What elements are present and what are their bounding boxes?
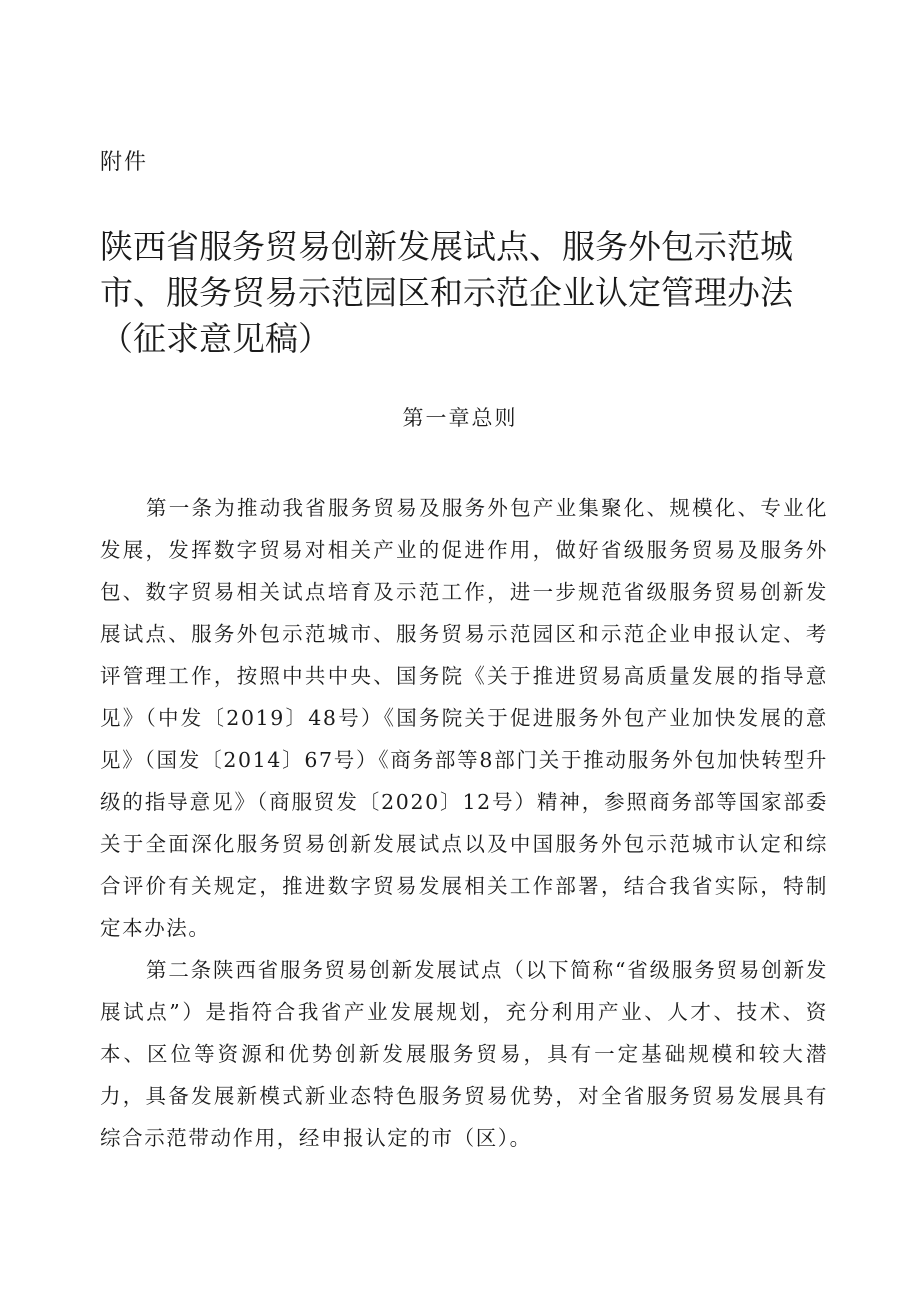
- article-2-paragraph: 第二条陕西省服务贸易创新发展试点（以下简称“省级服务贸易创新发展试点”）是指符合我省产业发展规划，充分利用产业、人才、技术、资本、区位等资源和优势创新发展服务贸易，具有一定基础规模和较大潜力，具备发展新模式新业态特色服务贸易优势，对全省服务贸易发展具有综合示范带动作用，经申报认定的市（区）。: [100, 958, 828, 1150]
- article-1-paragraph: 第一条为推动我省服务贸易及服务外包产业集聚化、规模化、专业化发展，发挥数字贸易对相关产业的促进作用，做好省级服务贸易及服务外包、数字贸易相关试点培育及示范工作，进一步规范省级服务贸易创新发展试点、服务外包示范城市、服务贸易示范园区和示范企业申报认定、考评管理工作，按照中共中央、国务院《关于推进贸易高质量发展的指导意见》（中发〔2019〕48号）《国务院关于促进服务外包产业加快发展的意见》（国发〔2014〕67号）《商务部等8部门关于推动服务外包加快转型升级的指导意见》（商服贸发〔2020〕12号）精神，参照商务部等国家部委关于全面深化服务贸易创新发展试点以及中国服务外包示范城市认定和综合评价有关规定，推进数字贸易发展相关工作部署，结合我省实际，特制定本办法。: [100, 496, 828, 940]
- document-title: 陕西省服务贸易创新发展试点、服务外包示范城市、服务贸易示范园区和示范企业认定管理办法（征求意见稿）: [100, 227, 793, 358]
- chapter-heading: 第一章总则: [402, 406, 518, 430]
- document-body: [100, 487, 828, 1159]
- annex-label: 附件: [100, 150, 149, 175]
